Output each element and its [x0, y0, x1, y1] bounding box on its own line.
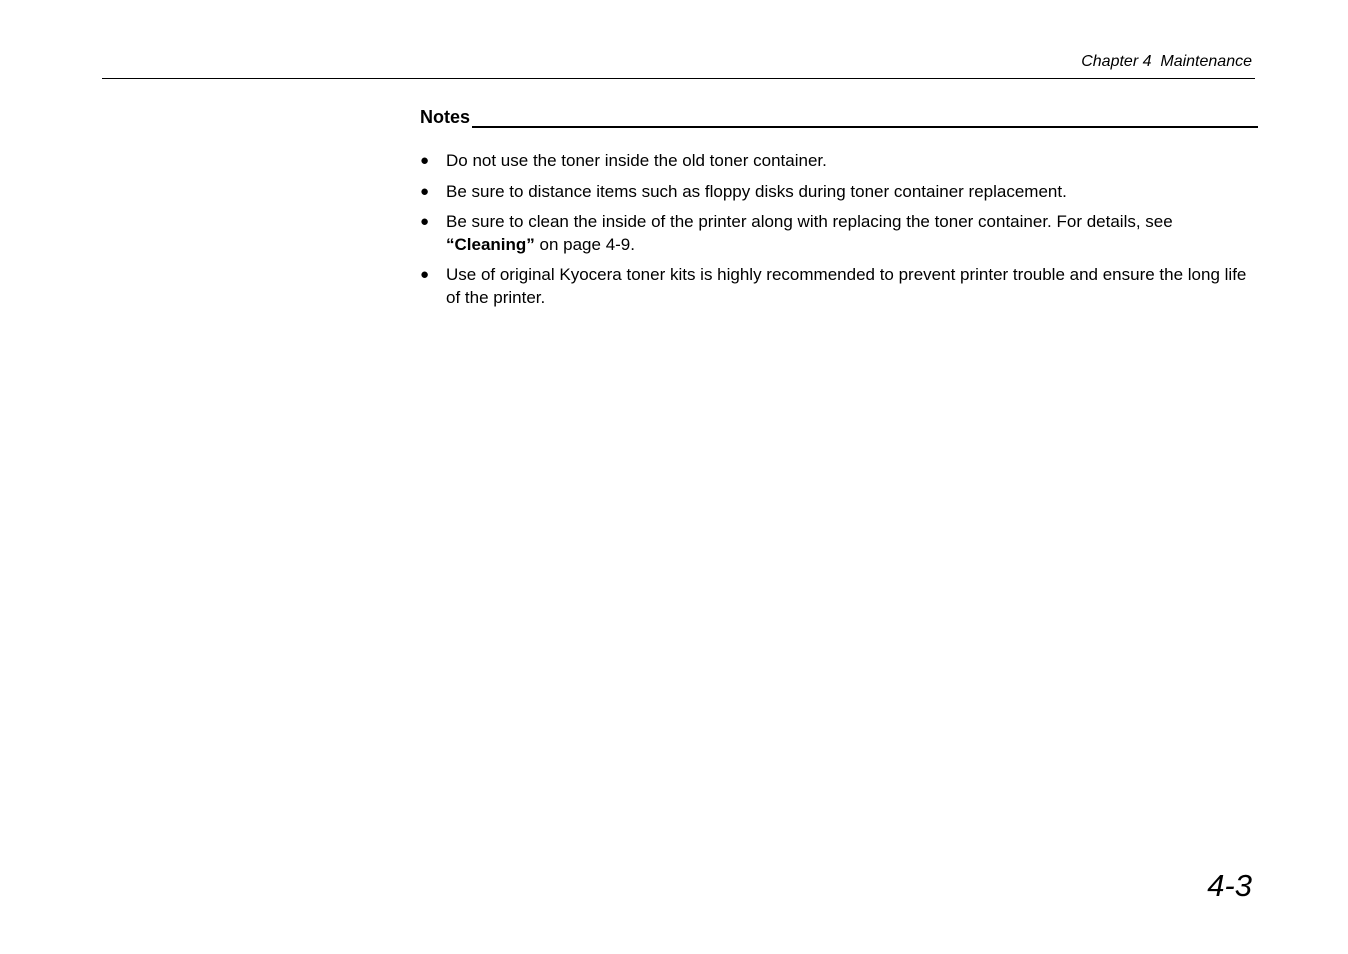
note-text-tail: on page 4-9.: [534, 234, 635, 254]
note-text: Use of original Kyocera toner kits is highly recommended to prevent printer trouble and ensure the long life of the printer.: [446, 265, 1247, 307]
note-item: [420, 264, 1258, 309]
bullet-icon: ●: [420, 266, 430, 283]
notes-heading-rule: [472, 126, 1258, 128]
bullet-icon: ●: [420, 182, 430, 200]
running-header: Chapter 4 Maintenance: [1081, 53, 1252, 70]
note-item: [420, 211, 1258, 256]
bullet-icon: ●: [420, 152, 430, 169]
note-item: [420, 150, 1258, 173]
notes-section: [420, 105, 1258, 317]
page-number: 4-3: [1207, 868, 1252, 903]
bullet-icon: ●: [420, 213, 430, 230]
notes-heading-label: Notes: [420, 107, 471, 127]
note-text: Be sure to clean the inside of the printer along with replacing the toner container. For details, see: [446, 212, 1173, 231]
notes-heading: [420, 105, 1258, 129]
notes-list: [420, 150, 1258, 309]
cross-reference-link[interactable]: “Cleaning”: [446, 234, 535, 254]
note-text: Do not use the toner inside the old toner container.: [446, 151, 827, 170]
header-rule: [102, 78, 1255, 79]
note-text: Be sure to distance items such as floppy disks during toner container replacement.: [446, 181, 1067, 201]
note-item: [420, 181, 1258, 204]
